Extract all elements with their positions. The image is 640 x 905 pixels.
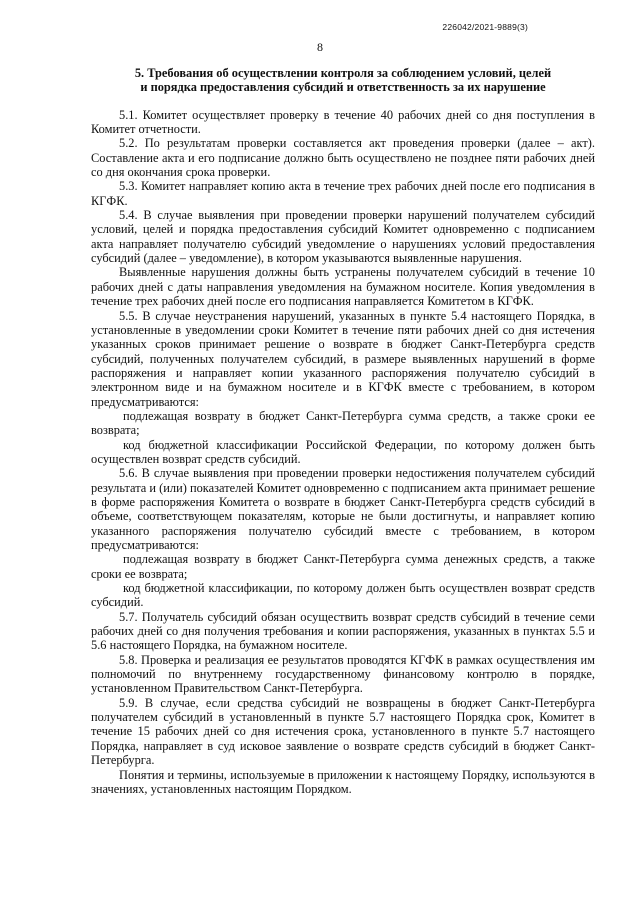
- section-title: [91, 66, 595, 95]
- page-number: 8: [317, 40, 323, 54]
- paragraph-5-1: 5.1. Комитет осуществляет проверку в течение 40 рабочих дней со дня поступления в Комитет отчетности.: [91, 107, 595, 137]
- paragraph-5-4: 5.4. В случае выявления при проведении проверки нарушений получателем субсидий условий, целей и порядка предоставления субсидий Комитет одновременно с подписанием акта направляет получателю субсидий уведомление о нарушениях условий предоставления субсидий (далее – уведомление), в котором указываются выявленные нарушения.: [91, 208, 595, 266]
- paragraph-5-8: 5.8. Проверка и реализация ее результатов проводятся КГФК в рамках осуществления им полномочий по внутреннему государственному финансовому контролю в порядке, установленном Правительством Санкт-Петербурга.: [91, 652, 595, 696]
- paragraph-5-2: 5.2. По результатам проверки составляется акт проведения проверки (далее – акт). Составление акта и его подписание должно быть осуществлено не позднее пяти рабочих дней со дня окончания срока проверки.: [91, 136, 595, 180]
- section-body: [91, 66, 595, 796]
- paragraph-5-7: 5.7. Получатель субсидий обязан осуществить возврат средств субсидий в течение семи рабочих дней со дня получения требования и копии распоряжения, указанных в пунктах 5.5 и 5.6 настоящего Порядка, на бумажном носителе.: [91, 609, 595, 653]
- paragraph-5-6: 5.6. В случае выявления при проведении проверки недостижения получателем субсидий результата и (или) показателей Комитет одновременно с подписанием акта принимает решение в форме распоряжения Комитета о возврате в бюджет Санкт-Петербурга средств субсидий в объеме, соответствующем показателям, которые не были достигнуты, и направляет копию указанного распоряжения получателю субсидий вместе с требованием, в котором предусматриваются:: [91, 466, 595, 552]
- paragraph-5-9: 5.9. В случае, если средства субсидий не возвращены в бюджет Санкт-Петербурга получателем субсидий в установленный в пункте 5.7 настоящего Порядка срок, Комитет в течение 15 рабочих дней со дня истечения срока, установленного в пункте 5.7 настоящего Порядка, направляет в суд исковое заявление о возврате средств субсидий в бюджет Санкт-Петербурга.: [91, 695, 595, 768]
- paragraph-5-5-code: код бюджетной классификации Российской Федерации, по которому должен быть осуществлен возврат средств субсидий.: [91, 437, 595, 466]
- section-title-line-2: и порядка предоставления субсидий и ответственность за их нарушение: [140, 80, 546, 95]
- paragraph-terms: Понятия и термины, используемые в приложении к настоящему Порядку, используются в значениях, установленных настоящим Порядком.: [91, 767, 595, 796]
- paragraph-violations: Выявленные нарушения должны быть устранены получателем субсидий в течение 10 рабочих дней с даты направления уведомления на бумажном носителе. Копия уведомления в течение трех рабочих дней после его подписания направляется Комитетом в КГФК.: [91, 265, 595, 309]
- paragraph-5-3: 5.3. Комитет направляет копию акта в течение трех рабочих дней после его подписания в КГФК.: [91, 179, 595, 208]
- document-number: 226042/2021-9889(3): [442, 22, 528, 32]
- paragraph-5-5-amount: подлежащая возврату в бюджет Санкт-Петербурга сумма средств, а также сроки ее возврата;: [91, 408, 595, 438]
- paragraph-5-5: 5.5. В случае неустранения нарушений, указанных в пункте 5.4 настоящего Порядка, в установленные в уведомлении сроки Комитет в течение пяти рабочих дней со дня истечения указанных сроков принимает решение о возврате в бюджет Санкт-Петербурга средств субсидий, полученных получателем субсидий, в размере выявленных нарушений в форме распоряжения и направляет копии указанного распоряжения получателю субсидий в электронном виде и на бумажном носителе и в КГФК вместе с требованием, в котором предусматриваются:: [91, 308, 595, 409]
- paragraph-5-6-code: код бюджетной классификации, по которому должен быть осуществлен возврат средств субсидий.: [91, 581, 595, 610]
- paragraph-5-6-amount: подлежащая возврату в бюджет Санкт-Петербурга сумма денежных средств, а также сроки ее возврата;: [91, 552, 595, 581]
- section-title-line-1: 5. Требования об осуществлении контроля за соблюдением условий, целей: [134, 66, 552, 80]
